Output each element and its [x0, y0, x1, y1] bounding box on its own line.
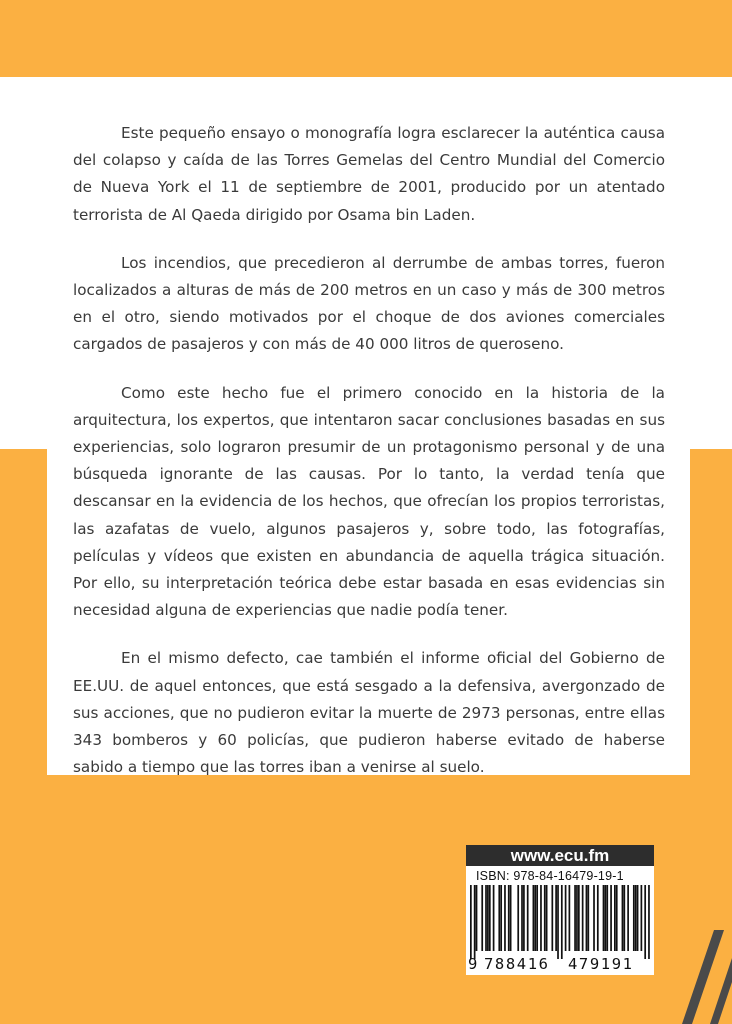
barcode-bars	[470, 885, 650, 959]
barcode-bar	[481, 885, 483, 951]
paragraph-1: Este pequeño ensayo o monografía logra esclarecer la auténtica causa del colapso y caída de las Torres Gemelas del Centro Mundial del Comercio de Nueva York el 11 de septiembre de 2001, producido por un atentado terrorista de Al Qaeda dirigido por Osama bin Laden.	[73, 124, 665, 224]
barcode-bar	[606, 885, 608, 951]
barcode-bar	[534, 885, 536, 951]
barcode-bar	[521, 885, 523, 951]
barcode-bar	[593, 885, 595, 951]
barcode-bar	[527, 885, 529, 951]
barcode-bar	[474, 885, 476, 959]
barcode-bar	[610, 885, 612, 951]
barcode-bar	[633, 885, 635, 951]
barcode-bar	[637, 885, 639, 951]
barcode-bar	[587, 885, 589, 951]
barcode-bar	[622, 885, 624, 951]
barcode-bar	[616, 885, 618, 951]
barcode-bar	[565, 885, 567, 951]
barcode-bar	[493, 885, 495, 951]
barcode-bar	[540, 885, 542, 951]
barcode-bar	[648, 885, 650, 959]
barcode-bar	[597, 885, 599, 951]
back-cover-text	[73, 120, 665, 802]
publisher-url: www.ecu.fm	[466, 845, 654, 866]
barcode-bar	[644, 885, 646, 959]
barcode-bar	[500, 885, 502, 951]
corner-stripes-decoration	[670, 930, 732, 1024]
isbn-label: ISBN: 978-84-16479-19-1	[476, 869, 624, 883]
barcode-bar	[504, 885, 506, 951]
barcode-bar	[641, 885, 643, 951]
barcode-bar	[485, 885, 487, 951]
barcode-bar	[523, 885, 525, 951]
barcode-digits-right: 479191	[568, 955, 634, 973]
barcode-bar	[546, 885, 548, 951]
barcode-bar	[498, 885, 500, 951]
barcode-bar	[635, 885, 637, 951]
barcode-bar	[487, 885, 489, 951]
barcode-bar	[576, 885, 578, 951]
barcode-bar	[517, 885, 519, 951]
barcode-bar	[627, 885, 629, 951]
barcode-bar	[536, 885, 538, 951]
barcode-bar	[561, 885, 563, 959]
barcode-digits	[466, 953, 654, 975]
barcode-bar	[508, 885, 510, 951]
barcode-bar	[555, 885, 557, 951]
barcode-bar	[557, 885, 559, 959]
barcode-bar	[586, 885, 588, 951]
barcode-bar	[510, 885, 512, 951]
isbn-barcode-block	[466, 845, 654, 975]
barcode-digit-first: 9	[468, 955, 478, 973]
barcode-bar	[603, 885, 605, 951]
barcode-digits-left: 788416	[484, 955, 550, 973]
paragraph-3: Como este hecho fue el primero conocido en la historia de la arquitectura, los expertos, que intentaron sacar conclusiones basadas en sus experiencias, solo lograron presumir de un protagonismo personal y de una búsqueda ignorante de las causas. Por lo tanto, la verdad tenía que descansar en la evidencia de los hechos, que ofrecían los propios terroristas, las azafatas de vuelo, algunos pasajeros y, sobre todo, las fotografías, películas y vídeos que existen en abundancia de aquella trágica situación. Por ello, su interpretación teórica debe estar basada en esas evidencias sin necesidad alguna de experiencias que nadie podía tener.	[73, 383, 665, 620]
barcode-bar	[578, 885, 580, 951]
paragraph-4: En el mismo defecto, cae también el informe oficial del Gobierno de EE.UU. de aquel entonces, que está sesgado a la defensiva, avergonzado de sus acciones, que no pudieron evitar la muerte de 2973 personas, entre ellas 343 bomberos y 60 policías, que pudieron haberse evitado de haberse sabido a tiempo que las torres iban a venirse al suelo.	[73, 649, 665, 777]
barcode-bar	[470, 885, 472, 959]
barcode-bar	[551, 885, 553, 951]
paragraph-2: Los incendios, que precedieron al derrumbe de ambas torres, fueron localizados a alturas de más de 200 metros en un caso y más de 300 metros en el otro, siendo motivados por el choque de dos aviones comerciales cargados de pasajeros y con más de 40 000 litros de queroseno.	[73, 253, 665, 354]
barcode-bar	[544, 885, 546, 951]
barcode-bar	[569, 885, 571, 951]
barcode-bar	[605, 885, 607, 951]
barcode-bar	[476, 885, 478, 951]
barcode-bar	[582, 885, 584, 951]
barcode-bar	[614, 885, 616, 951]
barcode-bar	[574, 885, 576, 951]
barcode-bar	[533, 885, 535, 951]
barcode-bar	[489, 885, 491, 951]
barcode-bar	[623, 885, 625, 951]
